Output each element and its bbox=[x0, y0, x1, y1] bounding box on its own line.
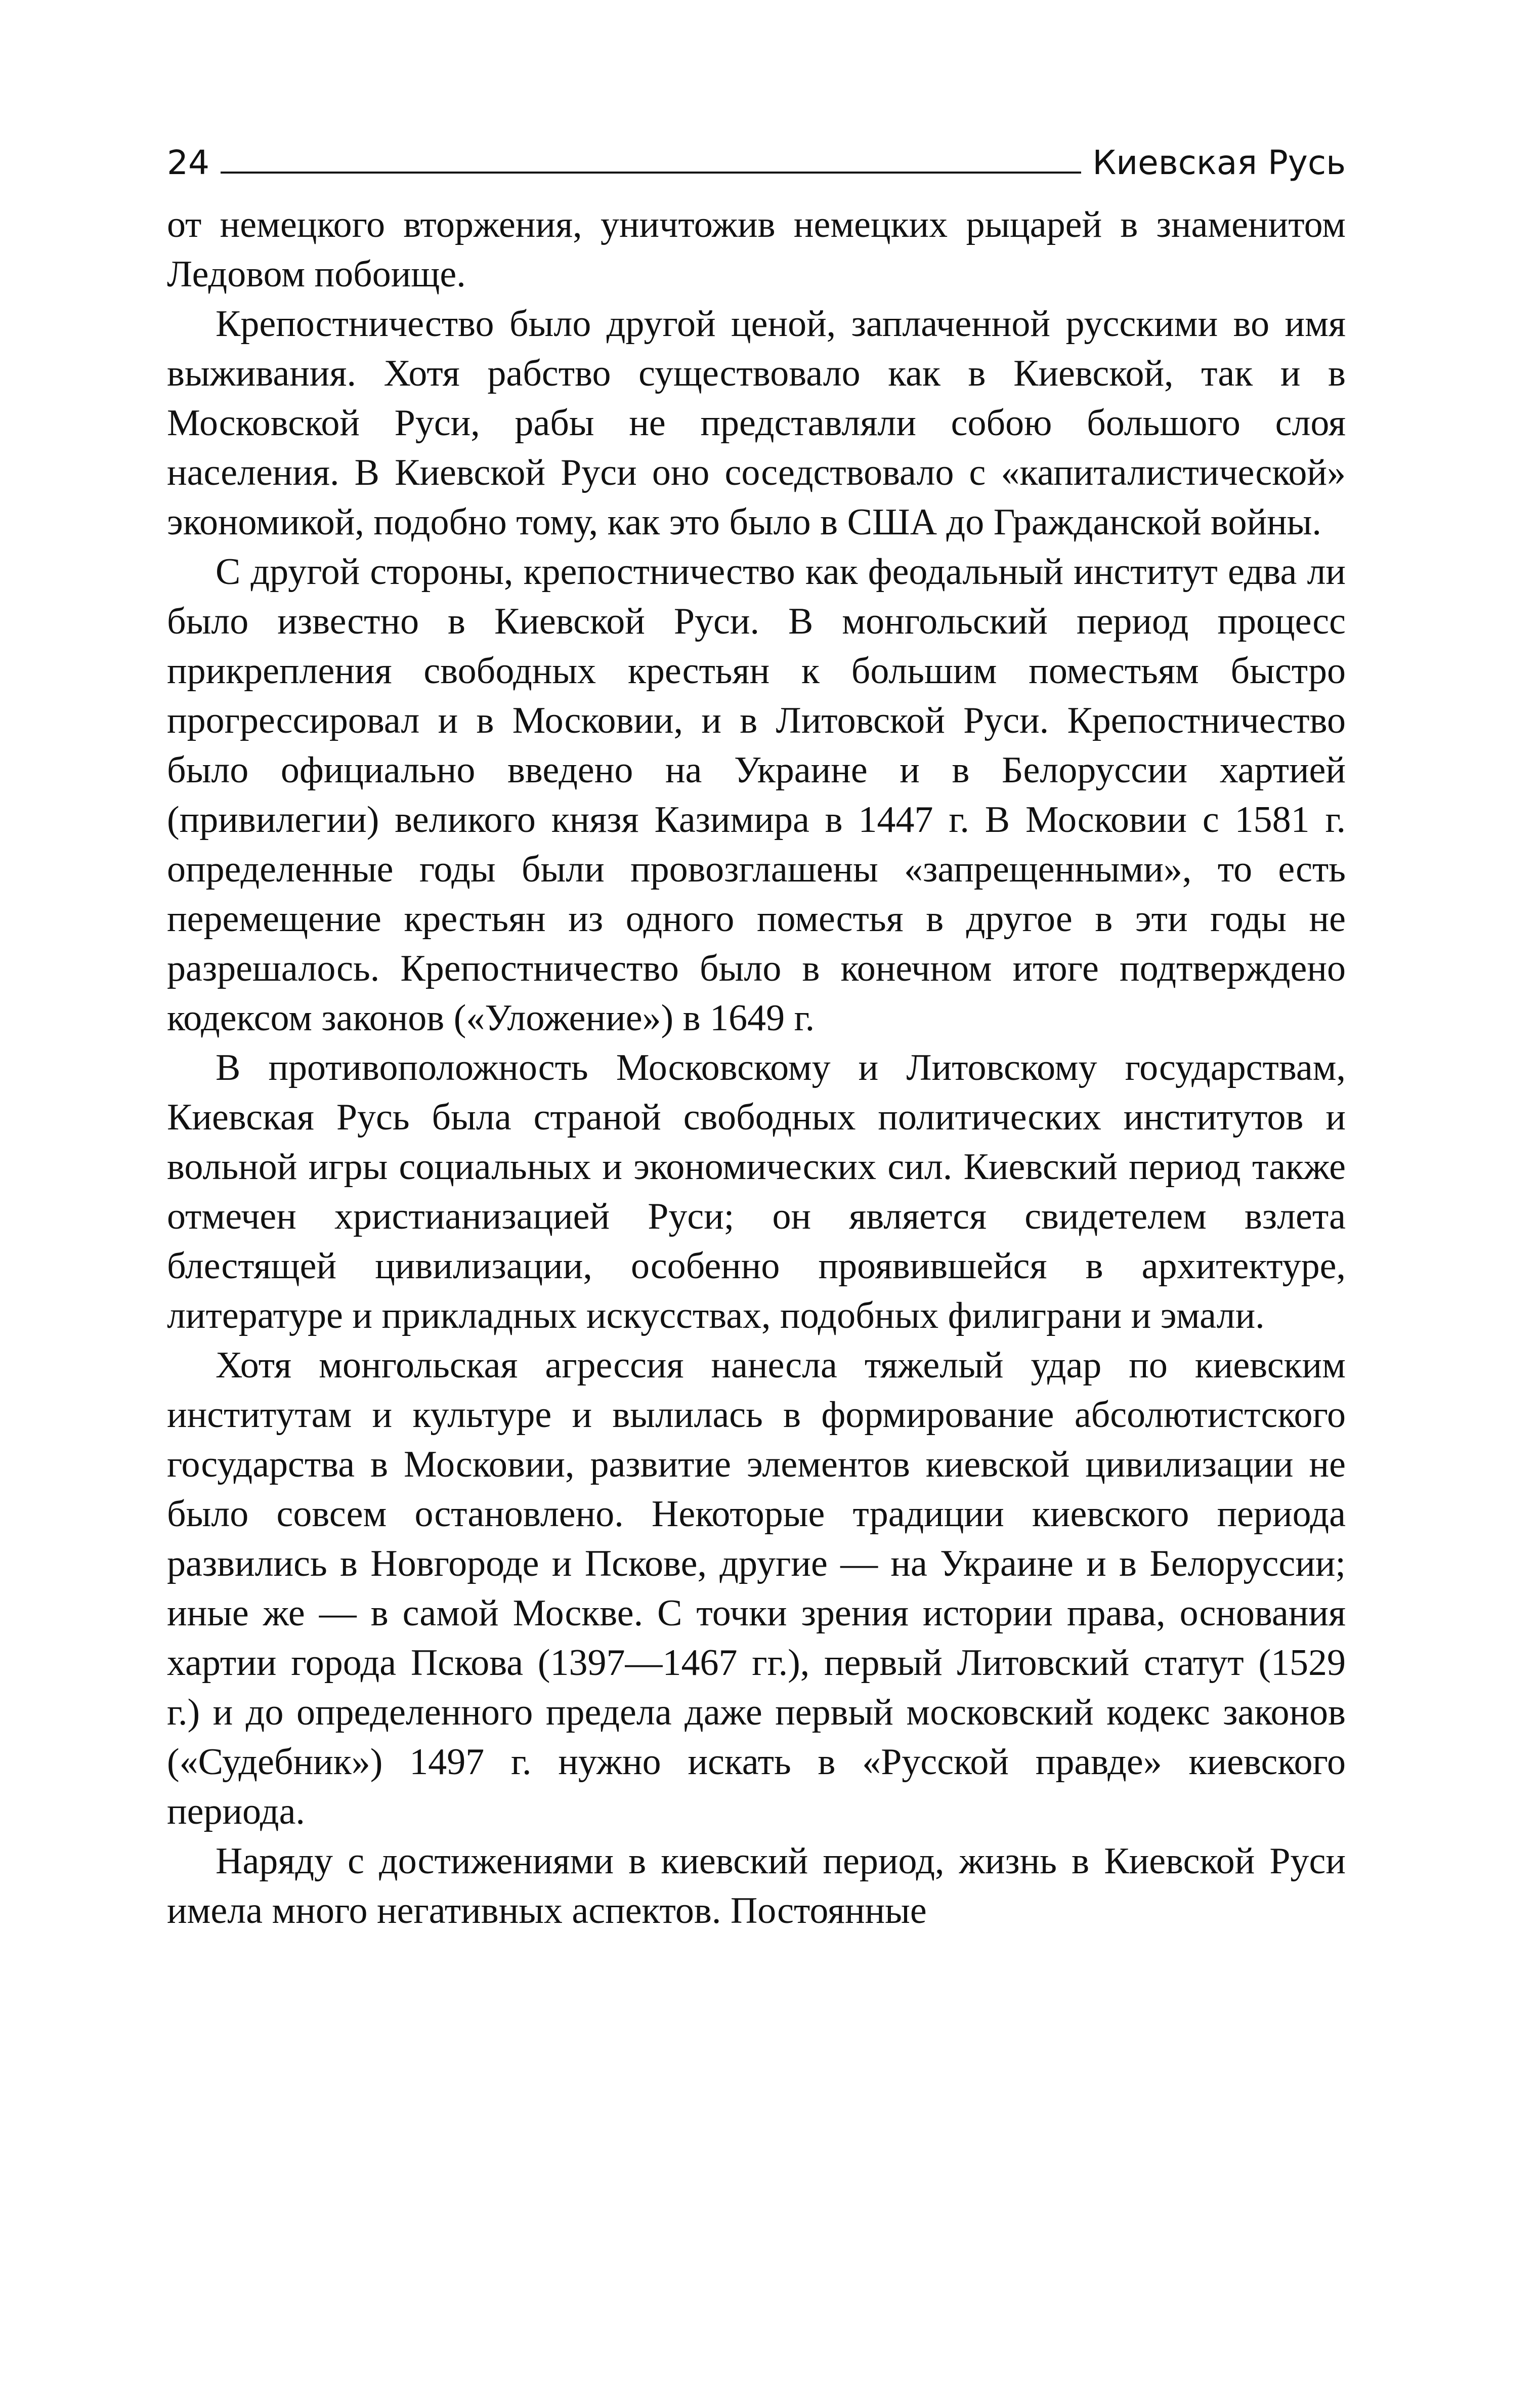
paragraph: В противоположность Московскому и Литовскому государствам, Киевская Русь была страной свободных политических институтов и вольной игры социальных и экономических сил. Киевский период также отмечен христианизацией Руси; он является свидетелем взлета блестящей цивилизации, особенно проявившейся в архитектуре, литературе и прикладных искусствах, подобных филиграни и эмали. bbox=[167, 1047, 1346, 1336]
paragraph: Хотя монгольская агрессия нанесла тяжелый удар по киевским институтам и культуре и вылилась в формирование абсолютистского государства в Московии, развитие элементов киевской цивилизации не было совсем остановлено. Некоторые традиции киевского периода развились в Новгороде и Пскове, другие — на Украине и в Белоруссии; иные же — в самой Москве. С точки зрения истории права, основания хартии города Пскова (1397—1467 гг.), первый Литовский статут (1529 г.) и до определенного предела даже первый московский кодекс законов («Судебник») 1497 г. нужно искать в «Русской правде» киевского периода. bbox=[167, 1345, 1346, 1832]
paragraph: Наряду с достижениями в киевский период, жизнь в Киевской Руси имела много негативных аспектов. Постоянные bbox=[167, 1840, 1346, 1931]
paragraph: С другой стороны, крепостничество как феодальный институт едва ли было известно в Киевской Руси. В монгольский период процесс прикрепления свободных крестьян к большим поместьям быстро прогрессировал и в Московии, и в Литовской Руси. Крепостничество было официально введено на Украине и в Белоруссии хартией (привилегии) великого князя Казимира в 1447 г. В Московии с 1581 г. определенные годы были провозглашены «запрещенными», то есть перемещение крестьян из одного поместья в другое в эти годы не разрешалось. Крепостничество было в конечном итоге подтверждено кодексом законов («Уложение») в 1649 г. bbox=[167, 551, 1346, 1039]
running-title: Киевская Русь bbox=[1092, 143, 1346, 182]
paragraph: Крепостничество было другой ценой, заплаченной русскими во имя выживания. Хотя рабство существовало как в Киевской, так и в Московской Руси, рабы не представляли собою большого слоя населения. В Киевской Руси оно соседствовало с «капиталистической» экономикой, подобно тому, как это было в США до Гражданской войны. bbox=[167, 303, 1346, 543]
running-head bbox=[167, 129, 1346, 180]
header-rule bbox=[221, 172, 1081, 174]
body-text bbox=[167, 200, 1346, 1936]
book-page bbox=[167, 129, 1346, 1936]
page-number: 24 bbox=[167, 143, 209, 182]
paragraph-continued: от немецкого вторжения, уничтожив немецких рыцарей в знаменитом Ледовом побоище. bbox=[167, 204, 1346, 295]
